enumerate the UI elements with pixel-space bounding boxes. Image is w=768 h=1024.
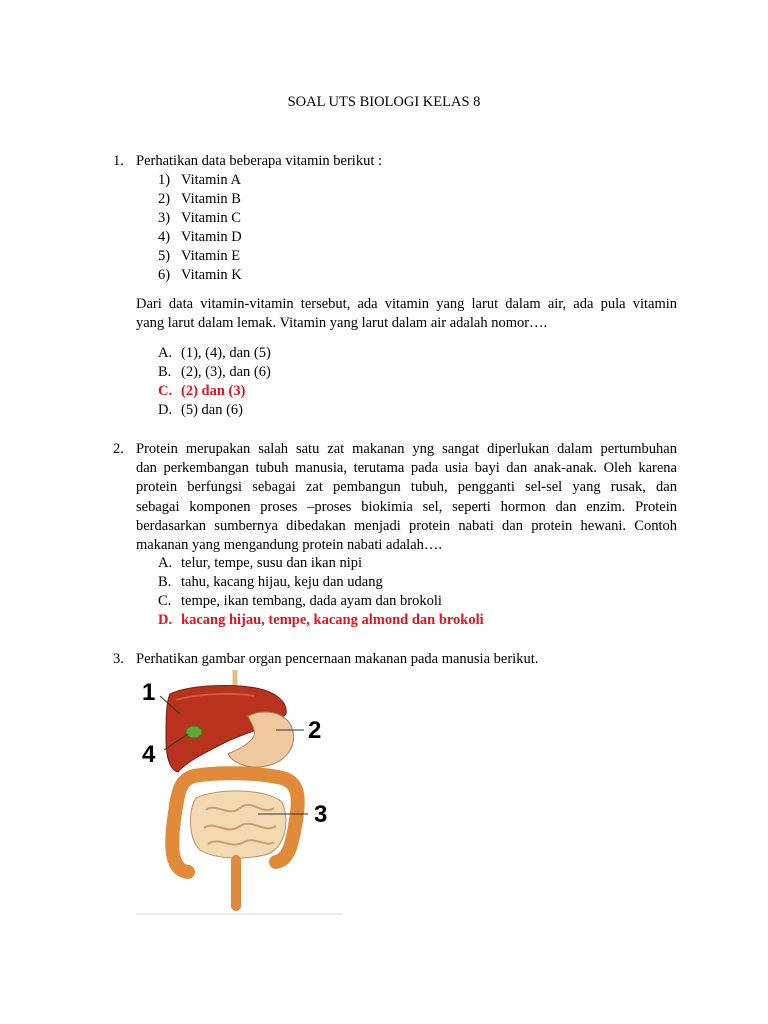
option-text-correct: (2) dan (3) <box>181 383 246 399</box>
page-title: SOAL UTS BIOLOGI KELAS 8 <box>287 94 481 110</box>
option-letter: B. <box>158 364 172 380</box>
option-letter: B. <box>158 574 172 590</box>
option-letter-correct: D. <box>158 612 173 628</box>
paragraph-line: makanan yang mengandung protein nabati adalah…. <box>136 537 443 554</box>
question-number: 3. <box>113 651 124 667</box>
question-number: 1. <box>113 153 124 169</box>
figure-label: 2 <box>308 717 322 744</box>
digestive-system-figure <box>136 670 342 915</box>
list-item: Vitamin C <box>181 210 241 226</box>
option-text: telur, tempe, susu dan ikan nipi <box>181 555 363 571</box>
list-item-number: 5) <box>158 248 171 264</box>
option-letter: D. <box>158 402 173 418</box>
question-prompt: Perhatikan gambar organ pencernaan makanan pada manusia berikut. <box>136 651 539 667</box>
list-item-number: 6) <box>158 267 171 283</box>
paragraph-line: berdasarkan sumbernya dibedakan menjadi protein nabati dan protein hewani. Contoh <box>136 517 677 534</box>
figure-label: 1 <box>142 679 156 706</box>
list-item-number: 2) <box>158 191 171 207</box>
list-item-number: 1) <box>158 172 171 188</box>
paragraph-line: Protein merupakan salah satu zat makanan yng sangat diperlukan dalam pertumbuhan <box>136 441 677 457</box>
option-letter: A. <box>158 345 173 361</box>
option-text-correct: kacang hijau, tempe, kacang almond dan brokoli <box>181 612 484 628</box>
list-item-number: 4) <box>158 229 171 245</box>
digestive-organs-illustration <box>136 670 342 915</box>
option-text: (5) dan (6) <box>181 402 244 418</box>
small-intestine <box>190 791 286 858</box>
option-letter-correct: C. <box>158 383 173 399</box>
list-item: Vitamin D <box>181 229 242 245</box>
option-text: (1), (4), dan (5) <box>181 345 271 361</box>
paragraph-line: Dari data vitamin-vitamin tersebut, ada vitamin yang larut dalam air, ada pula vitamin <box>136 296 677 312</box>
question-number: 2. <box>113 441 124 457</box>
option-text: tahu, kacang hijau, keju dan udang <box>181 574 383 590</box>
question-prompt: Perhatikan data beberapa vitamin berikut : <box>136 153 383 169</box>
option-letter: C. <box>158 593 172 609</box>
list-item: Vitamin K <box>181 267 242 283</box>
gallbladder <box>186 726 202 738</box>
list-item: Vitamin E <box>181 248 241 264</box>
paragraph-line: yang larut dalam lemak. Vitamin yang larut dalam air adalah nomor…. <box>136 315 548 332</box>
figure-label: 4 <box>142 741 156 768</box>
paragraph-line: sebagai komponen proses –proses biokimia sel, seperti hormon dan enzim. Protein <box>136 498 677 515</box>
paragraph-line: dan perkembangan tubuh manusia, terutama pada usia bayi dan anak-anak. Oleh karena <box>136 460 677 477</box>
question-paragraph <box>136 295 677 333</box>
option-text: (2), (3), dan (6) <box>181 364 271 380</box>
option-letter: A. <box>158 555 173 571</box>
option-text: tempe, ikan tembang, dada ayam dan brokoli <box>181 593 442 609</box>
list-item: Vitamin A <box>181 172 241 188</box>
list-item-number: 3) <box>158 210 171 226</box>
question-paragraph <box>136 440 677 555</box>
list-item: Vitamin B <box>181 191 241 207</box>
figure-label: 3 <box>314 801 328 828</box>
paragraph-line: protein berfungsi sebagai zat pembangun tubuh, pengganti sel-sel yang rusak, dan <box>136 479 677 496</box>
